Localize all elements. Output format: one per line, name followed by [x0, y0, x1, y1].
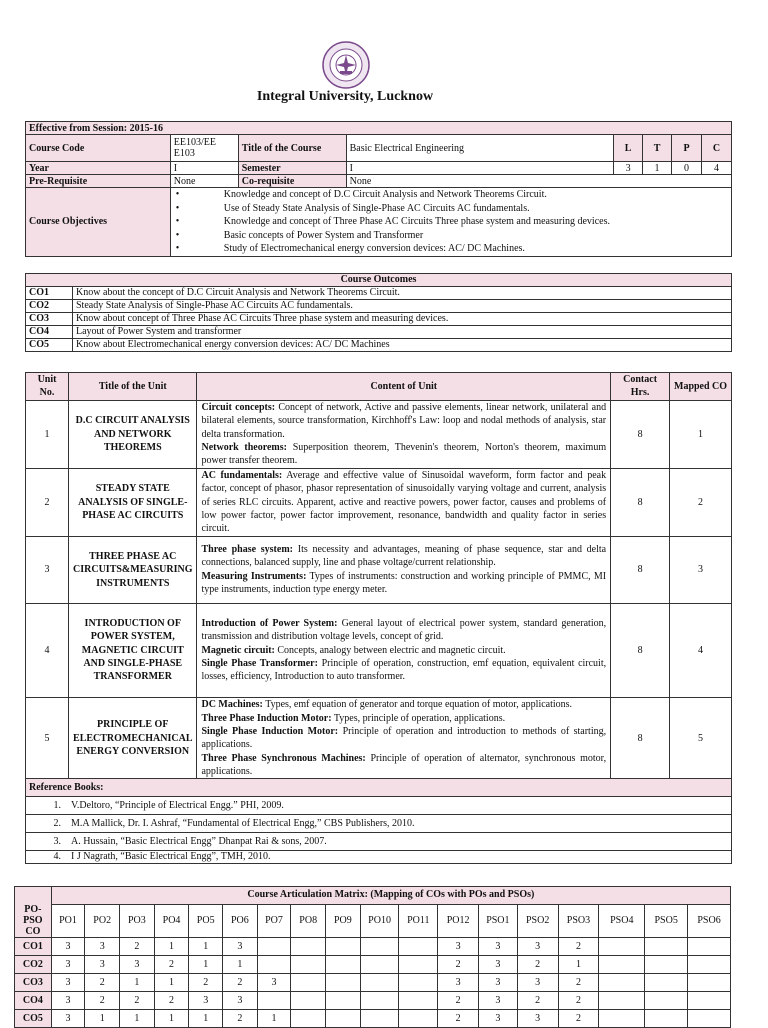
matrix-cell: 1 [120, 974, 155, 992]
matrix-cell: 3 [517, 1010, 558, 1028]
matrix-cell [257, 938, 291, 956]
matrix-col-header: PO3 [120, 904, 155, 938]
matrix-cell [645, 1010, 688, 1028]
prereq-value: None [170, 175, 238, 188]
semester-label: Semester [238, 162, 346, 175]
semester-value: I [346, 162, 614, 175]
matrix-cell: 1 [120, 1010, 155, 1028]
course-title: Basic Electrical Engineering [346, 135, 614, 162]
matrix-cell: 3 [479, 974, 518, 992]
matrix-cell: 3 [479, 956, 518, 974]
unit-title: THREE PHASE AC CIRCUITS&MEASURING INSTRUMENTS [69, 536, 197, 603]
matrix-cell: 2 [189, 974, 223, 992]
coreq-label: Co-requisite [238, 175, 346, 188]
matrix-cell [326, 992, 361, 1010]
course-code: EE103/EE E103 [170, 135, 238, 162]
matrix-cell: 2 [120, 992, 155, 1010]
units-table [25, 372, 732, 780]
matrix-cell [645, 974, 688, 992]
matrix-cell [599, 974, 645, 992]
outcome-row: CO2 Steady State Analysis of Single-Phase AC Circuits AC fundamentals. [26, 300, 732, 313]
matrix-cell: 2 [558, 992, 599, 1010]
matrix-cell: 1 [85, 1010, 120, 1028]
matrix-row [15, 974, 731, 992]
matrix-cell: 2 [154, 992, 189, 1010]
unit-row: 2 STEADY STATE ANALYSIS OF SINGLE-PHASE AC CIRCUITS AC fundamentals: Average and effective value of Sinusoidal waveform, form factor and peak factor, concept of phasor, phasor representation of sinusoidally varying voltage and current, analysis of series RLC circuits. Apparent, active and reactive powers, power factor, causes and problems of low power factor, power factor improvement, resonance, bandwidth and quality factor in series circuit. 8 2 [26, 468, 732, 536]
matrix-corner: PO-PSO CO [15, 904, 52, 938]
outcome-row: CO3 Know about concept of Three Phase AC Circuits Three phase system and measuring devices. [26, 313, 732, 326]
matrix-cell [688, 992, 731, 1010]
matrix-cell: 3 [257, 974, 291, 992]
matrix-col-header: PO2 [85, 904, 120, 938]
matrix-cell [291, 992, 326, 1010]
objective-item: • Knowledge and concept of Three Phase AC Circuits Three phase system and measuring devices. [175, 216, 610, 227]
ltpc-value-t: 1 [643, 162, 672, 175]
unit-content: Circuit concepts: Concept of network, Active and passive elements, linear network, unilateral and bilateral elements, source transformation, Kirchhoff's Law: loop and nodal methods of analysis, star delta transformation. Network theorems: Superposition theorem, Thevenin's theorem, Norton's theorem, maximum power transfer theorem. [197, 400, 611, 468]
matrix-cell: 3 [120, 956, 155, 974]
matrix-cell: 2 [558, 1010, 599, 1028]
ltpc-header-l: L [614, 135, 643, 162]
matrix-cell: 1 [257, 1010, 291, 1028]
matrix-cell: 2 [558, 974, 599, 992]
unit-title: INTRODUCTION OF POWER SYSTEM, MAGNETIC CIRCUIT AND SINGLE-PHASE TRANSFORMER [69, 603, 197, 697]
contact-hrs-header: Contact Hrs. [611, 373, 670, 401]
matrix-col-header: PO9 [326, 904, 361, 938]
unit-row: 1 D.C CIRCUIT ANALYSIS AND NETWORK THEOREMS Circuit concepts: Concept of network, Active and passive elements, linear network, unilateral and bilateral elements, source transformation, Kirchhoff's Law: loop and nodal methods of analysis, star delta transformation. Network theorems: Superposition theorem, Thevenin's theorem, Norton's theorem, maximum power transfer theorem. 8 1 [26, 400, 732, 468]
matrix-row [15, 1010, 731, 1028]
course-code-label: Course Code [26, 135, 171, 162]
matrix-col-header: PSO3 [558, 904, 599, 938]
matrix-row [15, 956, 731, 974]
matrix-cell: 2 [223, 1010, 258, 1028]
university-name: Integral University, Lucknow [256, 89, 434, 104]
matrix-cell [360, 1010, 399, 1028]
year-label: Year [26, 162, 171, 175]
reference-books-table [25, 778, 732, 864]
coreq-value: None [346, 175, 731, 188]
ltpc-header-t: T [643, 135, 672, 162]
matrix-cell: 1 [154, 974, 189, 992]
reference-item: 1. V.Deltoro, “Principle of Electrical Engg.” PHI, 2009. [26, 797, 732, 815]
matrix-col-header: PSO1 [479, 904, 518, 938]
matrix-cell [645, 956, 688, 974]
matrix-body [15, 938, 731, 1028]
unit-content-header: Content of Unit [197, 373, 611, 401]
unit-title: PRINCIPLE OF ELECTROMECHANICAL ENERGY CONVERSION [69, 697, 197, 779]
matrix-cell: 1 [154, 938, 189, 956]
matrix-cell [326, 974, 361, 992]
unit-title: STEADY STATE ANALYSIS OF SINGLE-PHASE AC CIRCUITS [69, 468, 197, 536]
matrix-cell: 3 [51, 1010, 85, 1028]
matrix-cell: 3 [51, 974, 85, 992]
matrix-cell: 2 [558, 938, 599, 956]
matrix-row-label: CO3 [15, 974, 52, 992]
matrix-col-header: PO6 [223, 904, 258, 938]
matrix-cell [599, 1010, 645, 1028]
matrix-cell [360, 974, 399, 992]
matrix-cell [688, 956, 731, 974]
matrix-col-header: PO1 [51, 904, 85, 938]
matrix-row-label: CO5 [15, 1010, 52, 1028]
reference-item: 3. A. Hussain, “Basic Electrical Engg” Dhanpat Rai & sons, 2007. [26, 833, 732, 851]
matrix-cell: 1 [189, 1010, 223, 1028]
matrix-cell [399, 992, 438, 1010]
matrix-title: Course Articulation Matrix: (Mapping of COs with POs and PSOs) [51, 887, 730, 905]
matrix-cell: 1 [189, 938, 223, 956]
unit-row: 4 INTRODUCTION OF POWER SYSTEM, MAGNETIC CIRCUIT AND SINGLE-PHASE TRANSFORMER Introduction of Power System: General layout of electrical power system, standard generation, transmission and distribution voltage levels, concept of grid. Magnetic circuit: Concepts, analogy between electric and magnetic circuit. Single Phase Transformer: Principle of operation, construction, emf equation, equivalent circuit, losses, efficiency, Introduction to auto transformer. 8 4 [26, 603, 732, 697]
matrix-cell [326, 938, 361, 956]
matrix-cell: 2 [223, 974, 258, 992]
mapped-co-header: Mapped CO [670, 373, 732, 401]
effective-session: Effective from Session: 2015-16 [26, 122, 732, 135]
matrix-cell [688, 938, 731, 956]
matrix-cell: 3 [51, 992, 85, 1010]
objectives-cell [170, 188, 731, 257]
objective-item: • Basic concepts of Power System and Transformer [175, 229, 424, 241]
course-info-table [25, 121, 732, 257]
matrix-cell [599, 938, 645, 956]
unit-title: D.C CIRCUIT ANALYSIS AND NETWORK THEOREMS [69, 400, 197, 468]
matrix-cell [257, 992, 291, 1010]
matrix-col-header: PSO4 [599, 904, 645, 938]
unit-content: Three phase system: Its necessity and advantages, meaning of phase sequence, star and delta connections, balanced supply, line and phase voltage/current relationship. Measuring Instruments: Types of instruments: construction and working principle of PMMC, MI type instruments, induction type energy meter. [197, 536, 611, 603]
matrix-cell: 2 [85, 974, 120, 992]
matrix-cell [360, 956, 399, 974]
matrix-cell [326, 956, 361, 974]
year-value: I [170, 162, 238, 175]
matrix-row [15, 992, 731, 1010]
matrix-row-label: CO1 [15, 938, 52, 956]
unit-title-header: Title of the Unit [69, 373, 197, 401]
matrix-cell: 3 [479, 1010, 518, 1028]
unit-row: 3 THREE PHASE AC CIRCUITS&MEASURING INSTRUMENTS Three phase system: Its necessity and advantages, meaning of phase sequence, star and delta connections, balanced supply, line and phase voltage/current relationship. Measuring Instruments: Types of instruments: construction and working principle of PMMC, MI type instruments, induction type energy meter. 8 3 [26, 536, 732, 603]
matrix-cell: 2 [85, 992, 120, 1010]
matrix-cell: 3 [438, 974, 479, 992]
references-title: Reference Books: [26, 779, 732, 797]
matrix-cell: 2 [438, 956, 479, 974]
matrix-col-header: PO5 [189, 904, 223, 938]
matrix-cell [360, 938, 399, 956]
articulation-matrix [14, 886, 731, 1028]
course-outcomes-table [25, 273, 732, 352]
unit-content: Introduction of Power System: General layout of electrical power system, standard generation, transmission and distribution voltage levels, concept of grid. Magnetic circuit: Concepts, analogy between electric and magnetic circuit. Single Phase Transformer: Principle of operation, construction, emf equation, equivalent circuit, losses, efficiency, Introduction to auto transformer. [197, 603, 611, 697]
objective-item: • Study of Electromechanical energy conversion devices: AC/ DC Machines. [175, 243, 525, 254]
matrix-cell: 3 [517, 938, 558, 956]
matrix-cell: 2 [120, 938, 155, 956]
course-title-label: Title of the Course [238, 135, 346, 162]
ltpc-value-c: 4 [701, 162, 731, 175]
matrix-cell [257, 956, 291, 974]
university-logo [321, 40, 371, 90]
matrix-row [15, 938, 731, 956]
ltpc-value-p: 0 [672, 162, 702, 175]
outcome-row: CO4 Layout of Power System and transformer [26, 326, 732, 339]
objectives-list [174, 188, 728, 256]
matrix-col-header: PSO2 [517, 904, 558, 938]
ltpc-value-l: 3 [614, 162, 643, 175]
reference-item: 2. M.A Mallick, Dr. I. Ashraf, “Fundamental of Electrical Engg,” CBS Publishers, 2010. [26, 815, 732, 833]
matrix-col-header: PO4 [154, 904, 189, 938]
matrix-col-header: PO11 [399, 904, 438, 938]
matrix-cell: 2 [438, 1010, 479, 1028]
unit-content: DC Machines: Types, emf equation of generator and torque equation of motor, applications. Three Phase Induction Motor: Types, principle of operation, applications. Single Phase Induction Motor: Principle of operation and introduction to methods of starting, applications. Three Phase Synchronous Machines: Principle of operation of alternator, synchronous motor, applications. [197, 697, 611, 779]
outcomes-title: Course Outcomes [26, 274, 732, 287]
ltpc-header-p: P [672, 135, 702, 162]
matrix-cell [291, 938, 326, 956]
matrix-col-header: PO10 [360, 904, 399, 938]
matrix-cell: 3 [189, 992, 223, 1010]
matrix-cell: 3 [438, 938, 479, 956]
matrix-cell: 1 [154, 1010, 189, 1028]
matrix-cell [599, 956, 645, 974]
matrix-cell: 3 [479, 938, 518, 956]
unit-content: AC fundamentals: Average and effective value of Sinusoidal waveform, form factor and peak factor, concept of phasor, phasor representation of sinusoidally varying voltage and current, analysis of series RLC circuits. Apparent, active and reactive powers, power factor, causes and problems of low power factor, power factor improvement, resonance, bandwidth and quality factor in series circuit. [197, 468, 611, 536]
matrix-cell [291, 1010, 326, 1028]
outcome-row: CO1 Know about the concept of D.C Circuit Analysis and Network Theorems Circuit. [26, 287, 732, 300]
objective-item: • Knowledge and concept of D.C Circuit Analysis and Network Theorems Circuit. [175, 189, 547, 200]
matrix-cell [291, 974, 326, 992]
matrix-col-header: PO12 [438, 904, 479, 938]
matrix-cell [399, 1010, 438, 1028]
matrix-cell [399, 956, 438, 974]
matrix-cell [360, 992, 399, 1010]
prereq-label: Pre-Requisite [26, 175, 171, 188]
matrix-cell: 3 [85, 956, 120, 974]
matrix-cell: 2 [517, 992, 558, 1010]
matrix-col-header: PSO5 [645, 904, 688, 938]
matrix-cell: 2 [438, 992, 479, 1010]
unit-row: 5 PRINCIPLE OF ELECTROMECHANICAL ENERGY CONVERSION DC Machines: Types, emf equation of generator and torque equation of motor, applications. Three Phase Induction Motor: Types, principle of operation, applications. Single Phase Induction Motor: Principle of operation and introduction to methods of starting, applications. Three Phase Synchronous Machines: Principle of operation of alternator, synchronous motor, applications. 8 5 [26, 697, 732, 779]
matrix-cell: 3 [51, 938, 85, 956]
outcome-row: CO5 Know about Electromechanical energy conversion devices: AC/ DC Machines [26, 339, 732, 352]
matrix-row-label: CO2 [15, 956, 52, 974]
matrix-cell: 1 [223, 956, 258, 974]
matrix-cell: 3 [223, 938, 258, 956]
matrix-cell: 3 [517, 974, 558, 992]
matrix-cell [326, 1010, 361, 1028]
matrix-col-header: PO8 [291, 904, 326, 938]
matrix-cell: 3 [51, 956, 85, 974]
matrix-cell [688, 1010, 731, 1028]
matrix-col-header: PSO6 [688, 904, 731, 938]
matrix-cell [399, 974, 438, 992]
matrix-cell: 3 [223, 992, 258, 1010]
matrix-cell [645, 992, 688, 1010]
matrix-cell [688, 974, 731, 992]
matrix-cell [645, 938, 688, 956]
matrix-cell: 3 [85, 938, 120, 956]
reference-item: 4. I J Nagrath, “Basic Electrical Engg”, TMH, 2010. [26, 851, 732, 864]
matrix-cell: 1 [189, 956, 223, 974]
matrix-cell: 2 [154, 956, 189, 974]
objectives-label: Course Objectives [26, 188, 171, 257]
matrix-cell [599, 992, 645, 1010]
objective-item: • Use of Steady State Analysis of Single-Phase AC Circuits AC fundamentals. [175, 202, 530, 214]
matrix-cell [399, 938, 438, 956]
matrix-col-header: PO7 [257, 904, 291, 938]
matrix-cell: 3 [479, 992, 518, 1010]
matrix-row-label: CO4 [15, 992, 52, 1010]
unit-no-header: Unit No. [26, 373, 69, 401]
ltpc-header-c: C [701, 135, 731, 162]
matrix-cell: 1 [558, 956, 599, 974]
matrix-cell: 2 [517, 956, 558, 974]
matrix-cell [291, 956, 326, 974]
